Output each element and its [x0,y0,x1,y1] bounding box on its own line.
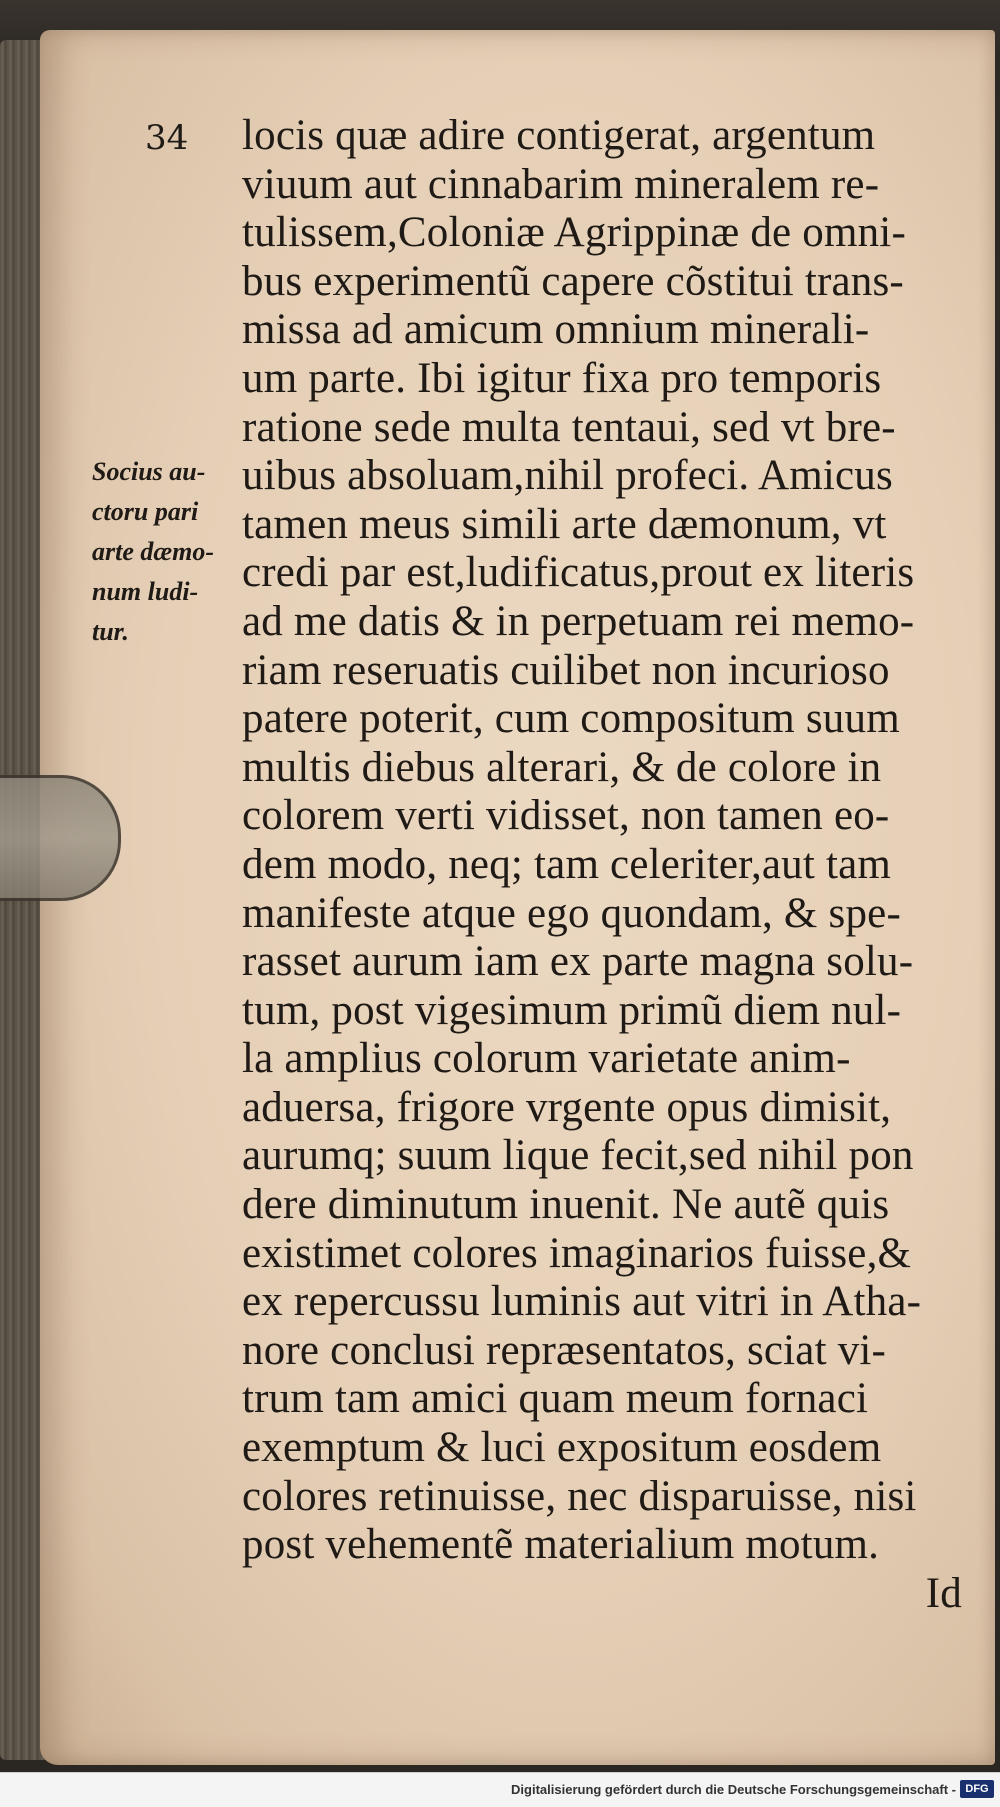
text-line: aurumq; suum lique fecit,sed nihil pon [242,1132,914,1180]
text-line: patere poterit, cum compositum suum [242,695,900,743]
funding-credit: Digitalisierung gefördert durch die Deutsche Forschungsgemeinschaft - [511,1782,956,1797]
text-line: missa ad amicum omnium minerali- [242,306,870,354]
text-line: um parte. Ibi igitur fixa pro temporis [242,354,882,402]
text-line: locis quæ adire contigerat, argentum [242,112,876,159]
text-line: post vehementẽ materialium motum. [242,1521,880,1569]
text-line: viuum aut cinnabarim mineralem re- [242,160,880,208]
marginal-note-line: Socius au- [92,457,206,486]
text-line: dere diminutum inuenit. Ne autẽ quis [242,1181,890,1229]
text-line: bus experimentũ capere cõstitui trans- [242,257,904,305]
text-line: manifeste atque ego quondam, & spe- [242,889,901,937]
text-line: ratione sede multa tentaui, sed vt bre- [242,403,896,451]
text-line: uibus absoluam,nihil profeci. Amicus [242,452,893,500]
text-line: trum tam amici quam meum fornaci [242,1375,869,1423]
marginal-note-line: ctoru pari [92,497,199,526]
text-line: la amplius colorum varietate anim- [242,1035,851,1083]
text-line: aduersa, frigore vrgente opus dimisit, [242,1083,892,1131]
text-line: nore conclusi repræsentatos, sciat vi- [242,1326,887,1374]
marginal-note-line: tur. [92,617,129,646]
text-line: rasset aurum iam ex parte magna solu- [242,938,914,986]
text-line: riam reseruatis cuilibet non incurioso [242,646,890,694]
text-line: ex repercussu luminis aut vitri in Atha- [242,1278,922,1326]
page-clip-tab [0,775,121,901]
marginal-note-line: arte dæmo- [92,537,215,566]
text-line: multis diebus alterari, & de colore in [242,743,882,791]
text-line: colorem verti vidisset, non tamen eo- [242,792,890,840]
text-line: existimet colores imaginarios fuisse,& [242,1229,912,1277]
text-line: tamen meus simili arte dæmonum, vt [242,500,887,548]
page-number: 34 [145,118,189,158]
text-line: dem modo, neq; tam celeriter,aut tam [242,840,892,888]
text-line: colores retinuisse, nec disparuisse, nisi [242,1472,917,1520]
footer-bar [0,1772,1000,1807]
text-line: credi par est,ludificatus,prout ex literis [242,549,915,597]
marginal-note [92,452,237,652]
text-line: exemptum & luci expositum eosdem [242,1424,882,1472]
catchword: Id [925,1569,962,1617]
text-line: ad me datis & in perpetuam rei memo- [242,597,915,645]
text-line: tulissem,Coloniæ Agrippinæ de omni- [242,209,906,257]
text-line: tum, post vigesimum primũ diem nul- [242,986,902,1034]
marginal-note-line: num ludi- [92,577,199,606]
body-text [242,112,982,1618]
dfg-logo-icon: DFG [960,1780,994,1798]
